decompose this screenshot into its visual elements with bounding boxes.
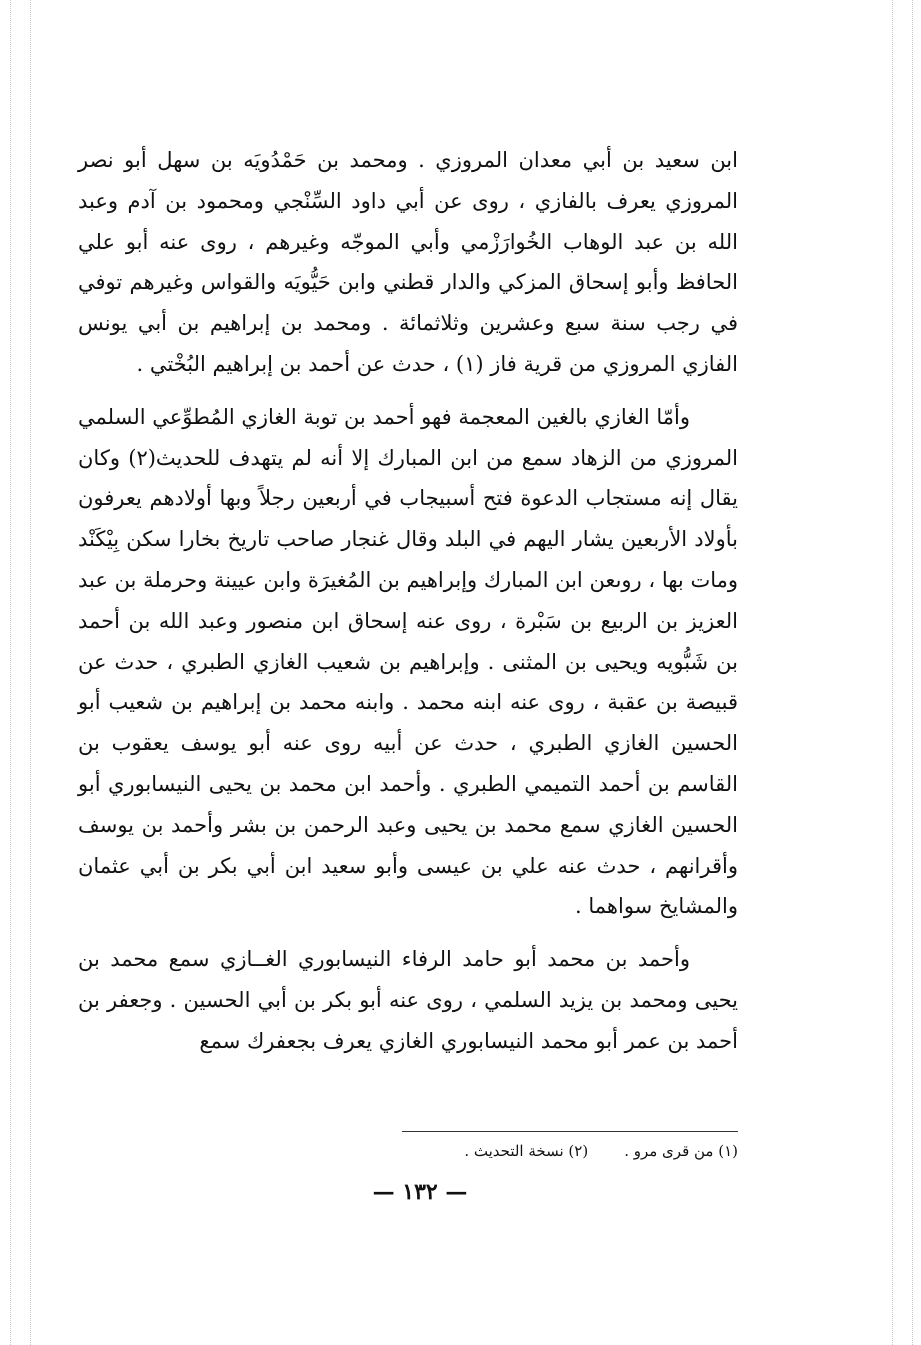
footnote-1: (١) من قرى مرو . [624, 1142, 738, 1160]
paragraph-ahmad-ibn-muhammad: وأحمد بن محمد أبو حامد الرفاء النيسابوري الغــازي سمع محمد بن يحيى ومحمد بن يزيد السلمي ، روى عنه أبو بكر بن أبي الحسين . وجعفر بن أحمد بن عمر أبو محمد النيسابوري الغازي يعرف بجعفرك سمع [78, 947, 738, 1053]
paragraph-al-ghazi: وأمّا الغازي بالغين المعجمة فهو أحمد بن توبة الغازي المُطوِّعي السلمي المروزي من الزهاد سمع من ابن المبارك إلا أنه لم يتهدف للحديث(٢) وكان يقال إنه مستجاب الدعوة فتح أسبيجاب في أربعين رجلاً وبها أولادهم يعرفون بأولاد الأربعين يشار اليهم في البلد وقال غنجار صاحب تاريخ بخارا سكن بِيْكَنْد ومات بها ، روىعن ابن المبارك وإبراهيم بن المُغيرَة وابن عيينة وحرملة بن عبد العزيز بن الربيع بن سَبْرة ، روى عنه إسحاق ابن منصور وعبد الله بن أحمد بن شَبُّويه ويحيى بن المثنى . وإبراهيم بن شعيب الغازي الطبري ، حدث عن قبيصة بن عقبة ، روى عنه ابنه محمد . وابنه محمد بن إبراهيم بن شعيب أبو الحسين الغازي الطبري ، حدث عن أبيه روى عنه أبو يوسف يعقوب بن القاسم بن أحمد التميمي الطبري . وأحمد ابن محمد بن يحيى النيسابوري أبو الحسين الغازي سمع محمد بن يحيى وعبد الرحمن بن بشر وأحمد بن يوسف وأقرانهم ، حدث عنه علي بن عيسى وأبو سعيد ابن أبي بكر بن أبي عثمان والمشايخ سواهما . [78, 404, 739, 919]
footnote-2: (٢) نسخة التحديث . [464, 1142, 589, 1160]
scan-edge-mark [10, 0, 11, 1345]
page-number: — ١٣٢ — [372, 1179, 468, 1205]
body-text [78, 140, 738, 1062]
footnote-rule [402, 1131, 738, 1132]
scan-edge-mark [30, 0, 31, 1345]
scan-edge-mark [912, 0, 913, 1345]
footnotes [396, 1140, 738, 1162]
paragraph-continuation: ابن سعيد بن أبي معدان المروزي . ومحمد بن حَمْدُويَه بن سهل أبو نصر المروزي يعرف بالفازي ، روى عن أبي داود السِّنْجي ومحمود بن آدم وعبد الله بن عبد الوهاب الخُوارَزْمي وأبي الموجّه وغيرهم ، روى عنه أبو علي الحافظ وأبو إسحاق المزكي والدار قطني وابن حَيُّويَه والقواس وغيرهم توفي في رجب سنة سبع وعشرين وثلاثمائة . ومحمد بن إبراهيم بن أبي يونس الفازي المروزي من قرية فاز (١) ، حدث عن أحمد بن إبراهيم البُخْتي . [78, 148, 738, 376]
scan-edge-mark [892, 0, 893, 1345]
